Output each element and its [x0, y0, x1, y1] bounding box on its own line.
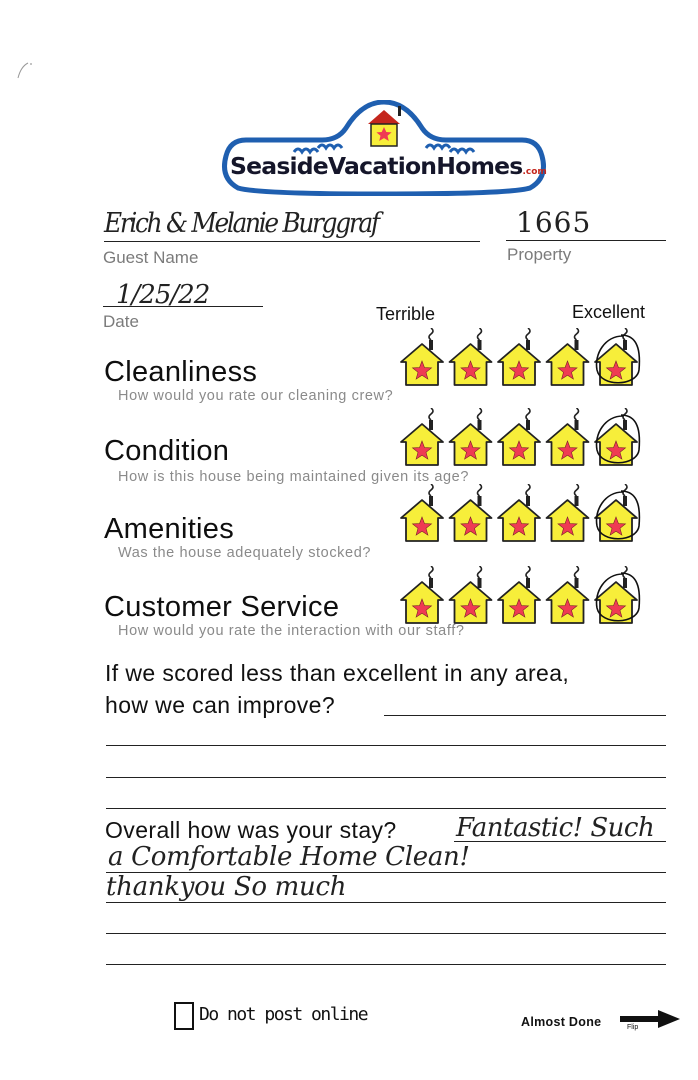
property-value: 1665	[516, 206, 592, 239]
overall-answer-line1: Fantastic! Such	[456, 813, 655, 843]
improve-answer-line-4[interactable]	[106, 808, 666, 809]
house-star-icon[interactable]	[547, 328, 589, 385]
overall-answer-line2: a Comfortable Home Clean!	[108, 842, 470, 872]
house-star-icon[interactable]	[547, 566, 589, 623]
guest-name-line	[104, 241, 480, 242]
category-cleanliness: Cleanliness	[104, 356, 258, 388]
stray-mark	[14, 56, 44, 86]
date-line	[103, 306, 263, 307]
flip-label: Flip	[627, 1024, 639, 1031]
do-not-post-label: Do not post online	[199, 1004, 368, 1025]
house-star-icon[interactable]	[498, 408, 540, 465]
house-star-icon[interactable]	[450, 484, 492, 541]
improve-answer-line-3[interactable]	[106, 777, 666, 778]
property-label: Property	[507, 245, 572, 264]
house-star-icon[interactable]	[547, 484, 589, 541]
improve-answer-line-2[interactable]	[106, 745, 666, 746]
rating-amenities[interactable]	[398, 484, 644, 546]
property-line	[506, 240, 666, 241]
house-star-icon[interactable]	[547, 408, 589, 465]
scale-high-label: Excellent	[572, 302, 646, 322]
improve-answer-line-1[interactable]	[384, 715, 666, 716]
house-star-icon[interactable]	[498, 566, 540, 623]
category-customer-service: Customer Service	[104, 591, 340, 623]
question-cleanliness: How would you rate our cleaning crew?	[118, 388, 394, 404]
house-star-icon[interactable]	[498, 328, 540, 385]
rating-condition[interactable]	[398, 408, 644, 470]
category-condition: Condition	[104, 435, 230, 467]
improve-question-line2: how we can improve?	[105, 692, 336, 718]
rating-cleanliness[interactable]	[398, 328, 644, 390]
improve-question-line1: If we scored less than excellent in any area,	[105, 660, 570, 686]
overall-line-3[interactable]	[106, 902, 666, 903]
house-star-icon[interactable]	[401, 408, 443, 465]
overall-line-1[interactable]	[454, 841, 666, 842]
scale-low-label: Terrible	[376, 304, 436, 324]
question-condition: How is this house being maintained given its age?	[118, 469, 470, 485]
category-amenities: Amenities	[104, 513, 235, 545]
overall-line-4[interactable]	[106, 933, 666, 934]
house-star-icon[interactable]	[401, 484, 443, 541]
question-amenities: Was the house adequately stocked?	[118, 545, 372, 561]
logo-text: SeasideVacationHomes.com	[230, 152, 547, 180]
date-value: 1/25/22	[116, 280, 210, 310]
guest-name-label: Guest Name	[103, 248, 199, 267]
house-star-icon[interactable]	[450, 566, 492, 623]
overall-line-5[interactable]	[106, 964, 666, 965]
house-star-icon[interactable]	[401, 566, 443, 623]
logo	[218, 100, 550, 196]
rating-customer-service[interactable]	[398, 566, 644, 628]
overall-question: Overall how was your stay?	[105, 817, 397, 843]
guest-name-value: Erich & Melanie Burggraf	[104, 208, 378, 239]
date-label: Date	[103, 312, 139, 331]
overall-answer-line3: thankyou So much	[106, 872, 347, 902]
house-star-icon[interactable]	[450, 408, 492, 465]
do-not-post-checkbox[interactable]	[174, 1002, 194, 1030]
house-star-icon[interactable]	[401, 328, 443, 385]
question-customer-service: How would you rate the interaction with our staff?	[118, 623, 465, 639]
almost-done-label: Almost Done	[521, 1015, 602, 1029]
house-star-icon[interactable]	[498, 484, 540, 541]
house-star-icon[interactable]	[450, 328, 492, 385]
